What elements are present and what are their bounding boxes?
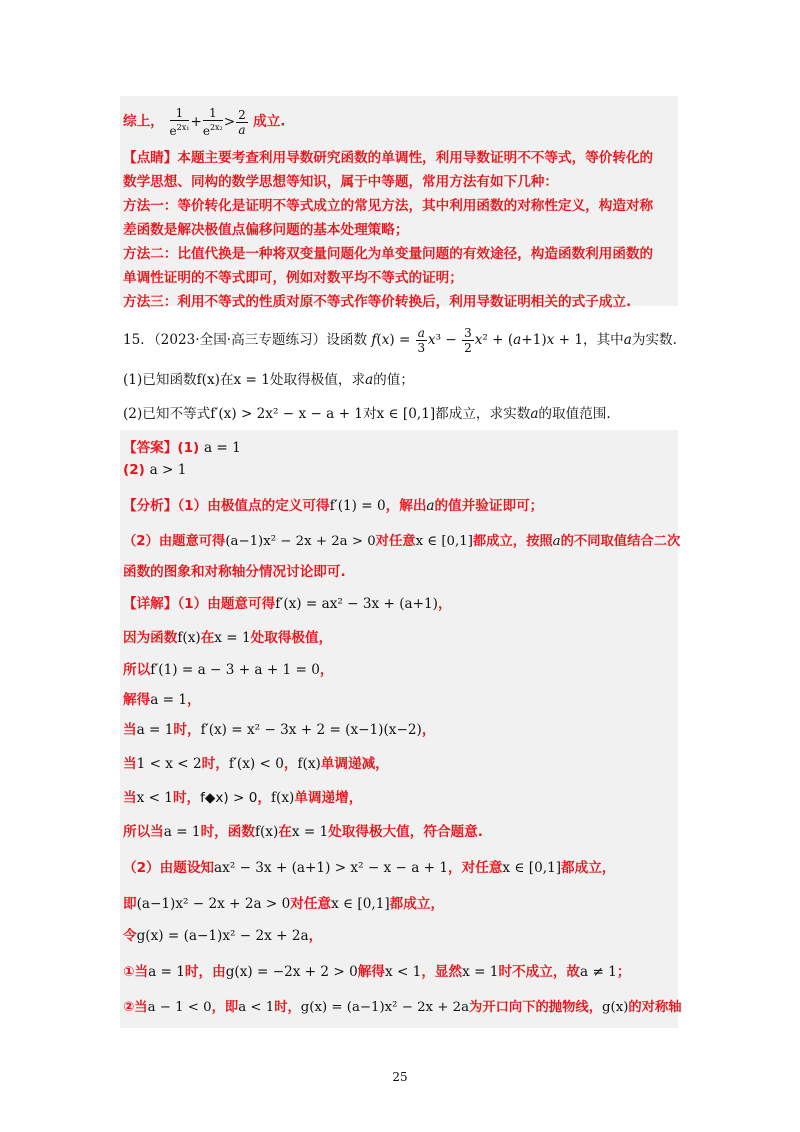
detail-line-12: ①当a = 1时，由g(x) = −2x + 2 > 0解得x < 1，显然x = 1时不成立，故a ≠ 1； [123, 964, 631, 980]
detail-line-6: 当1 < x < 2时，f′(x) < 0，f(x)单调递减， [123, 756, 389, 772]
detail-line-8: 所以当a = 1时，函数f(x)在x = 1处取得极大值，符合题意. [123, 824, 483, 840]
detail-line-11: 令g(x) = (a−1)x² − 2x + 2a， [123, 928, 323, 944]
detail-line-1: 【详解】（1）由题意可得f′(x) = ax² − 3x + (a+1)， [123, 596, 452, 612]
detail-line-2: 因为函数f(x)在x = 1处取得极值， [123, 630, 333, 646]
analysis-line-3: 函数的图象和对称轴分情况讨论即可. [123, 564, 346, 580]
summary-inequality: $\frac{1}{e^{2x_1}}$ + $\frac{1}{e^{2x_2}}$ > $\frac{2}{a}$ [169, 106, 246, 138]
detail-line-13: ②当a − 1 < 0，即a < 1时，g(x) = (a−1)x² − 2x + 2a为开口向下的抛物线，g(x)的对称轴 [123, 1000, 682, 1015]
comment-line-5: 方法二：比值代换是一种将双变量问题化为单变量问题的有效途径，构造函数利用函数的 [123, 246, 654, 262]
detail-line-5: 当a = 1时，f′(x) = x² − 3x + 2 = (x−1)(x−2)， [123, 722, 436, 738]
detail-line-3: 所以f′(1) = a − 3 + a + 1 = 0， [123, 662, 334, 678]
detail-line-9: （2）由题设知ax² − 3x + (a+1) > x² − x − a + 1，对任意x ∈ [0,1]都成立， [123, 860, 616, 876]
question-2: (2)已知不等式f′(x) > 2x² − x − a + 1对x ∈ [0,1]都成立，求实数a的取值范围. [123, 406, 611, 422]
answer-line-1: 【答案】(1) a = 1 [123, 440, 241, 456]
comment-line-2: 数学思想、同构的数学思想等知识，属于中等题，常用方法有如下几种： [123, 174, 558, 190]
comment-line-7: 方法三：利用不等式的性质对原不等式作等价转换后，利用导数证明相关的式子成立. [123, 294, 632, 310]
page-number: 25 [392, 1070, 408, 1084]
question-1: (1)已知函数f(x)在x = 1处取得极值，求a的值； [123, 372, 414, 388]
comment-line-3: 方法一：等价转化是证明不等式成立的常见方法，其中利用函数的对称性定义，构造对称 [123, 198, 654, 214]
analysis-line-1: 【分析】（1）由极值点的定义可得f′(1) = 0，解出a的值并验证即可； [123, 498, 544, 514]
answer-line-2: (2) a > 1 [123, 462, 187, 478]
problem-stem: 15．（2023·全国·高三专题练习）设函数 f(x) = $\frac{a}{3}$ x³ − $\frac{3}{2}$ x² + (a+1)x + 1，其中a为实数. [123, 326, 677, 355]
detail-line-7: 当x < 1时，f◆x) > 0，f(x)单调递增， [123, 790, 363, 806]
comment-line-1: 【点睛】本题主要考查利用导数研究函数的单调性，利用导数证明不不等式，等价转化的 [123, 150, 654, 166]
detail-line-10: 即(a−1)x² − 2x + 2a > 0对任意x ∈ [0,1]都成立， [123, 896, 445, 912]
summary-line: 综上， $\frac{1}{e^{2x_1}}$ + $\frac{1}{e^{2x_2}}$ > $\frac{2}{a}$ 成立. [123, 106, 286, 138]
analysis-line-2: （2）由题意可得(a−1)x² − 2x + 2a > 0对任意x ∈ [0,1]都成立，按照a的不同取值结合二次 [123, 534, 681, 549]
comment-line-4: 差函数是解决极值点偏移问题的基本处理策略； [123, 222, 409, 238]
comment-line-6: 单调性证明的不等式即可，例如对数平均不等式的证明； [123, 270, 463, 286]
detail-line-4: 解得a = 1， [123, 692, 201, 708]
